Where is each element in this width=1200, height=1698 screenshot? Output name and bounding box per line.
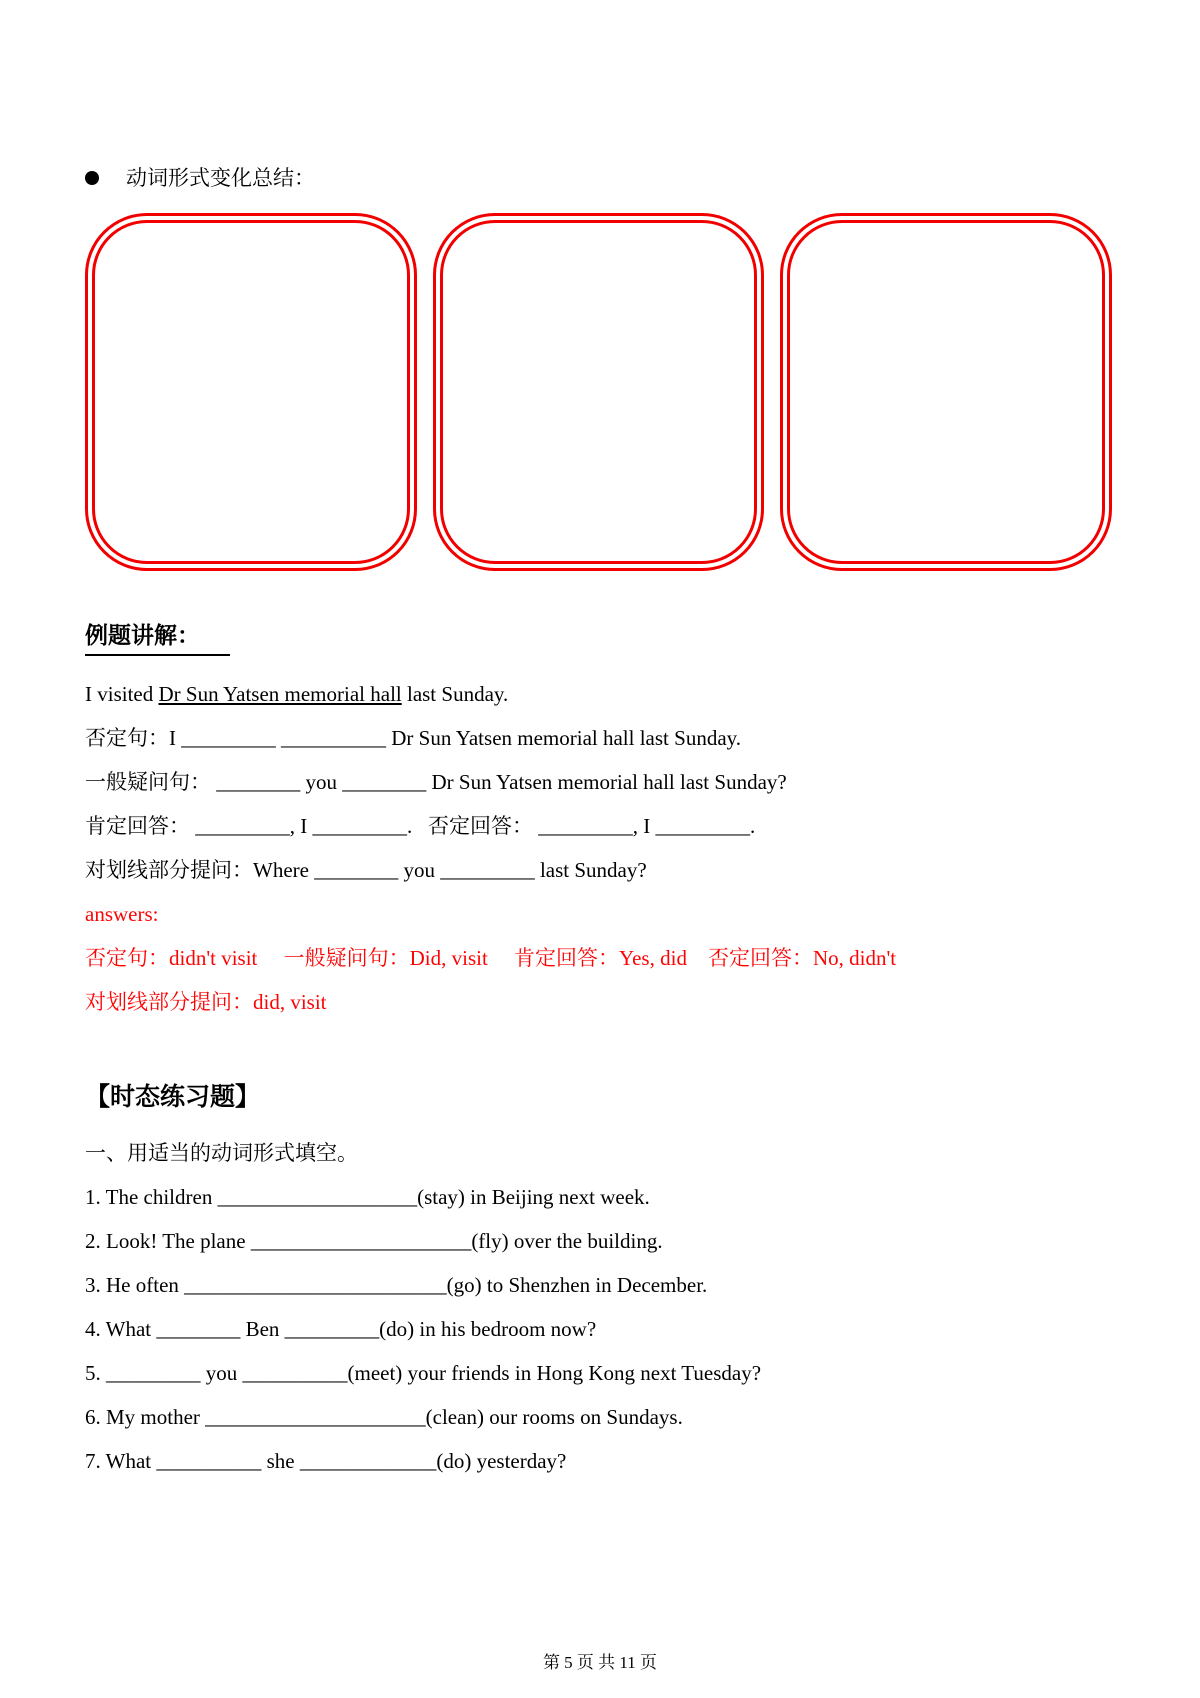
example-sentence-underlined: Dr Sun Yatsen memorial hall	[158, 682, 402, 706]
practice-section-title: 一、用适当的动词形式填空。	[85, 1141, 358, 1165]
summary-heading	[85, 165, 1112, 191]
question-4: 4. What ________ Ben _________(do) in his bedroom now?	[85, 1317, 597, 1341]
practice-section-heading: 【时态练习题】	[85, 1083, 261, 1111]
question-6: 6. My mother _____________________(clean) our rooms on Sundays.	[85, 1405, 683, 1429]
question-5: 5. _________ you __________(meet) your friends in Hong Kong next Tuesday?	[85, 1361, 762, 1385]
summary-box-2	[433, 213, 765, 571]
summary-boxes	[85, 213, 1112, 571]
summary-box-3-inner	[787, 220, 1105, 564]
example-heading-text: 例题讲解：	[85, 617, 230, 656]
answers-line-1: 否定句：didn't visit 一般疑问句：Did, visit 肯定回答：Yes, did 否定回答：No, didn't	[85, 946, 897, 970]
example-section-heading	[85, 617, 1112, 656]
example-sentence-prefix: I visited	[85, 682, 159, 706]
bullet-icon	[85, 171, 99, 185]
question-2: 2. Look! The plane _____________________(fly) over the building.	[85, 1229, 663, 1253]
example-line-general-question: 一般疑问句： ________ you ________ Dr Sun Yatsen memorial hall last Sunday?	[85, 770, 787, 794]
summary-box-3	[780, 213, 1112, 571]
answers-label: answers:	[85, 902, 159, 926]
example-line-wh-question: 对划线部分提问：Where ________ you _________ last Sunday?	[85, 858, 647, 882]
question-1: 1. The children ___________________(stay) in Beijing next week.	[85, 1185, 650, 1209]
question-7: 7. What __________ she _____________(do) yesterday?	[85, 1449, 567, 1473]
summary-box-1	[85, 213, 417, 571]
answers-line-2: 对划线部分提问：did, visit	[85, 990, 327, 1014]
summary-box-2-inner	[440, 220, 758, 564]
summary-box-1-inner	[92, 220, 410, 564]
question-3: 3. He often _________________________(go) to Shenzhen in December.	[85, 1273, 708, 1297]
page-number-footer: 第 5 页 共 11 页	[542, 1653, 658, 1672]
example-sentence-suffix: last Sunday.	[401, 682, 509, 706]
summary-title: 动词形式变化总结：	[126, 166, 315, 190]
example-sentence	[85, 682, 1112, 707]
example-line-negative: 否定句：I _________ __________ Dr Sun Yatsen memorial hall last Sunday.	[85, 726, 742, 750]
example-line-answers: 肯定回答： _________, I _________. 否定回答： _________, I _________.	[85, 814, 756, 838]
